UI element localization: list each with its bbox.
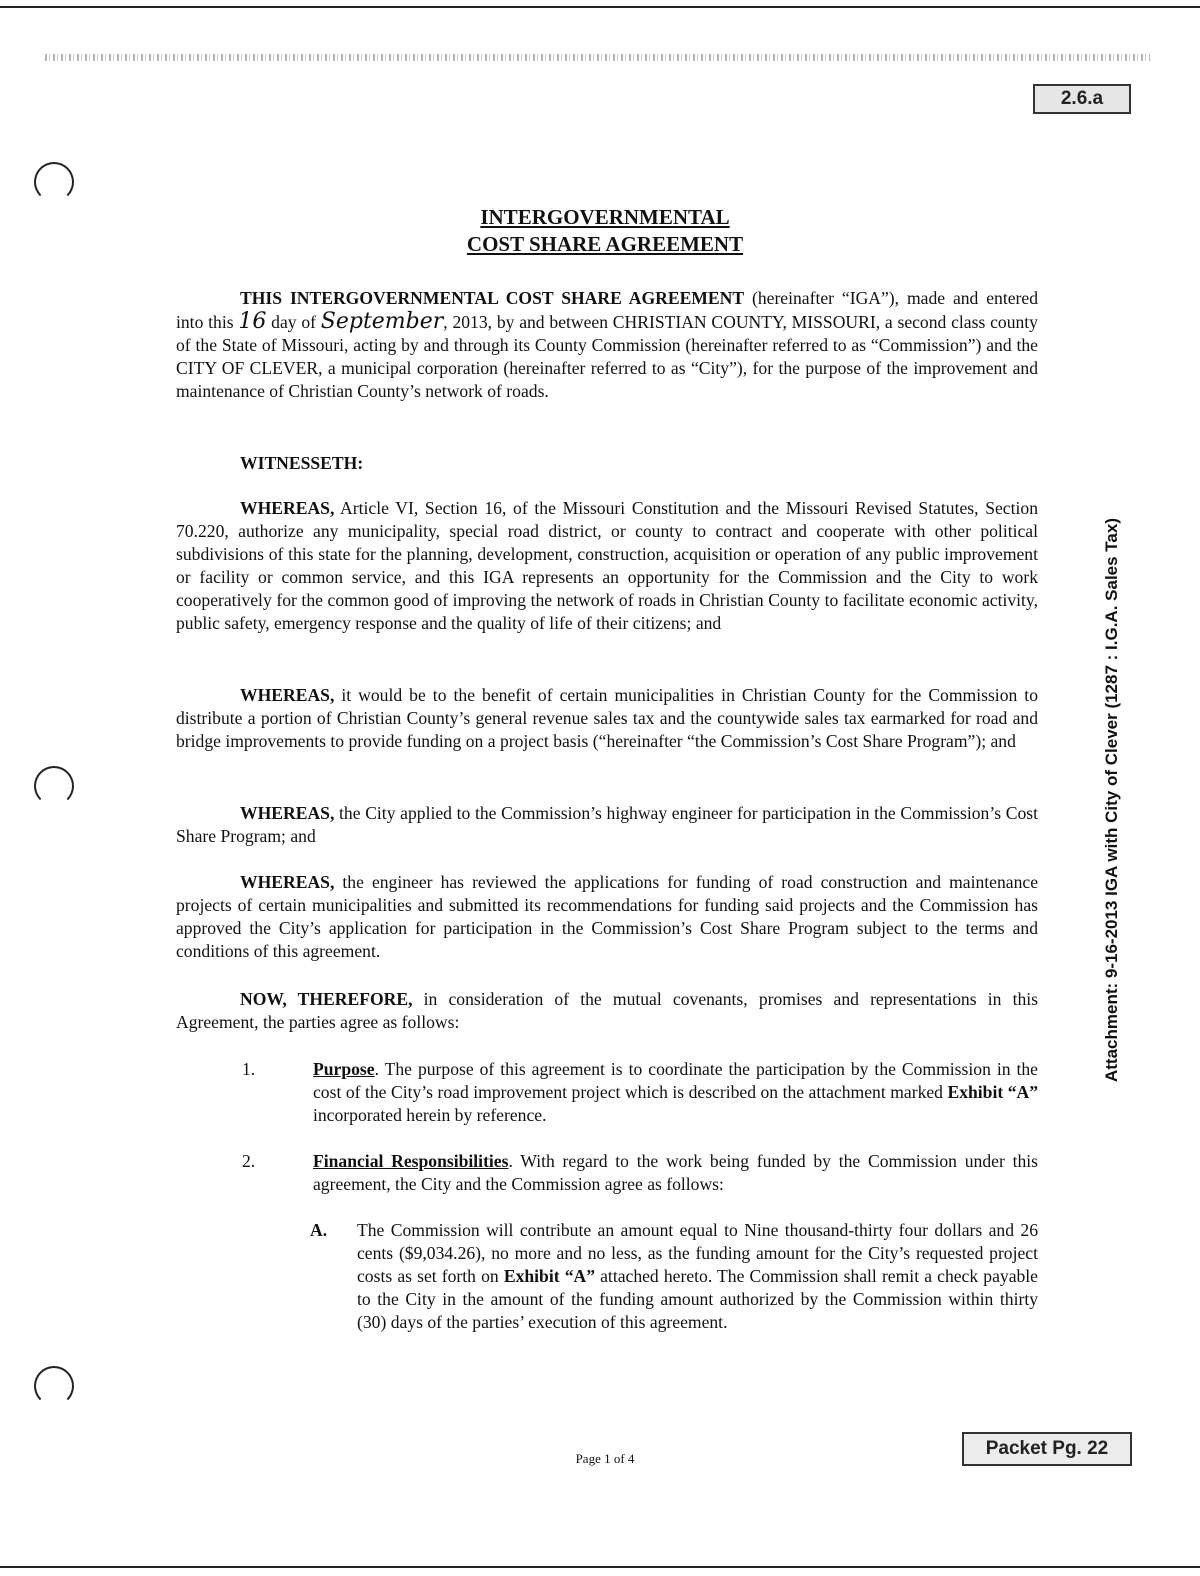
title-line-2: COST SHARE AGREEMENT	[466, 232, 744, 256]
item-text: incorporated herein by reference.	[313, 1105, 547, 1125]
whereas-text: Article VI, Section 16, of the Missouri Constitution and the Missouri Revised Statutes, Section 70.220, authorize any municipality, special road district, or county to contract and cooperate with other political subdivisions of this state for the planning, development, construction, acquisition or operation of any public improvement or facility or common service, and this IGA represents an opportunity for the Commission and the City to work cooperatively for the common good of improving the network of roads in Christian County to facilitate economic activity, public safety, emergency response and the quality of life of their citizens; and	[176, 498, 1038, 633]
handwritten-day: 16	[238, 309, 267, 334]
sub-item-text: The Commission will contribute an amount equal to Nine thousand-thirty four dollars and 26 cents ($9,034.26), no more and no less, as the funding amount for the City’s requested project costs as set forth on	[357, 1220, 1038, 1286]
whereas-text: the engineer has reviewed the applications for funding of road construction and maintenance projects of certain municipalities and submitted its recommendations for funding said projects and the Commission has approved the City’s application for participation in the Commission’s Cost Share Program subject to the terms and conditions of this agreement.	[176, 872, 1038, 961]
whereas-lead: WHEREAS,	[240, 803, 335, 823]
intro-text-2: day of	[266, 312, 321, 332]
now-therefore-text: in consideration of the mutual covenants, promises and representations in this Agreement, the parties agree as follows:	[176, 989, 1038, 1032]
punch-hole-icon	[34, 1366, 74, 1406]
sub-item-text: attached hereto. The Commission shall remit a check payable to the City in the amount of the funding amount authorized by the Commission within thirty (30) days of the parties’ execution of this agreement.	[357, 1266, 1038, 1332]
punch-hole-icon	[34, 162, 74, 202]
intro-paragraph	[176, 287, 1038, 403]
top-rule	[0, 6, 1200, 8]
item-number: 2.	[242, 1151, 256, 1171]
whereas-lead: WHEREAS,	[240, 685, 335, 705]
attachment-side-label: Attachment: 9-16-2013 IGA with City of Clever (1287 : I.G.A. Sales Tax)	[1102, 518, 1121, 1083]
intro-text-1: (hereinafter “IGA”), made and entered into this	[176, 288, 1038, 332]
sub-item-number: A.	[310, 1220, 328, 1240]
item-heading: Purpose	[313, 1059, 375, 1079]
whereas-paragraph	[176, 684, 1038, 753]
now-therefore-lead: NOW, THEREFORE,	[240, 989, 413, 1009]
handwritten-month: September	[320, 309, 444, 334]
punch-hole-icon	[34, 766, 74, 806]
exhibit-reference: Exhibit “A”	[503, 1266, 595, 1286]
witnesseth-heading: WITNESSETH:	[240, 453, 364, 473]
item-text: . The purpose of this agreement is to coordinate the participation by the Commission in the cost of the City’s road improvement project which is described on the attachment marked	[313, 1059, 1038, 1102]
item-purpose	[313, 1058, 1038, 1127]
page-number: Page 1 of 4	[575, 1451, 635, 1466]
title-line-1: INTERGOVERNMENTAL	[480, 205, 730, 229]
scan-artifact-strip	[45, 54, 1150, 61]
whereas-paragraph	[176, 802, 1038, 848]
now-therefore-paragraph	[176, 988, 1038, 1034]
item-heading: Financial Responsibilities	[313, 1151, 509, 1171]
whereas-lead: WHEREAS,	[240, 498, 335, 518]
item-number: 1.	[242, 1059, 256, 1079]
bottom-rule	[0, 1566, 1200, 1568]
item-financial-responsibilities	[313, 1150, 1038, 1196]
item-text: . With regard to the work being funded by the Commission under this agreement, the City and the Commission agree as follows:	[313, 1151, 1038, 1194]
packet-page-badge: Packet Pg. 22	[962, 1432, 1132, 1466]
whereas-paragraph	[176, 871, 1038, 963]
whereas-lead: WHEREAS,	[240, 872, 335, 892]
whereas-text: it would be to the benefit of certain municipalities in Christian County for the Commission to distribute a portion of Christian County’s general revenue sales tax and the countywide sales tax earmarked for road and bridge improvements to provide funding on a project basis (“hereinafter “the Commission’s Cost Share Program”); and	[176, 685, 1038, 751]
exhibit-reference: Exhibit “A”	[947, 1082, 1038, 1102]
whereas-paragraph	[176, 497, 1038, 635]
section-badge: 2.6.a	[1033, 84, 1131, 114]
intro-lead: THIS INTERGOVERNMENTAL COST SHARE AGREEMENT	[240, 288, 745, 308]
intro-text-3: , 2013, by and between CHRISTIAN COUNTY, MISSOURI, a second class county of the State of Missouri, acting by and through its County Commission (hereinafter referred to as “Commission”) and the CITY OF CLEVER, a municipal corporation (hereinafter referred to as “City”), for the purpose of the improvement and maintenance of Christian County’s network of roads.	[176, 312, 1038, 401]
sub-item-paragraph	[357, 1219, 1038, 1334]
whereas-text: the City applied to the Commission’s highway engineer for participation in the Commission’s Cost Share Program; and	[176, 803, 1038, 846]
